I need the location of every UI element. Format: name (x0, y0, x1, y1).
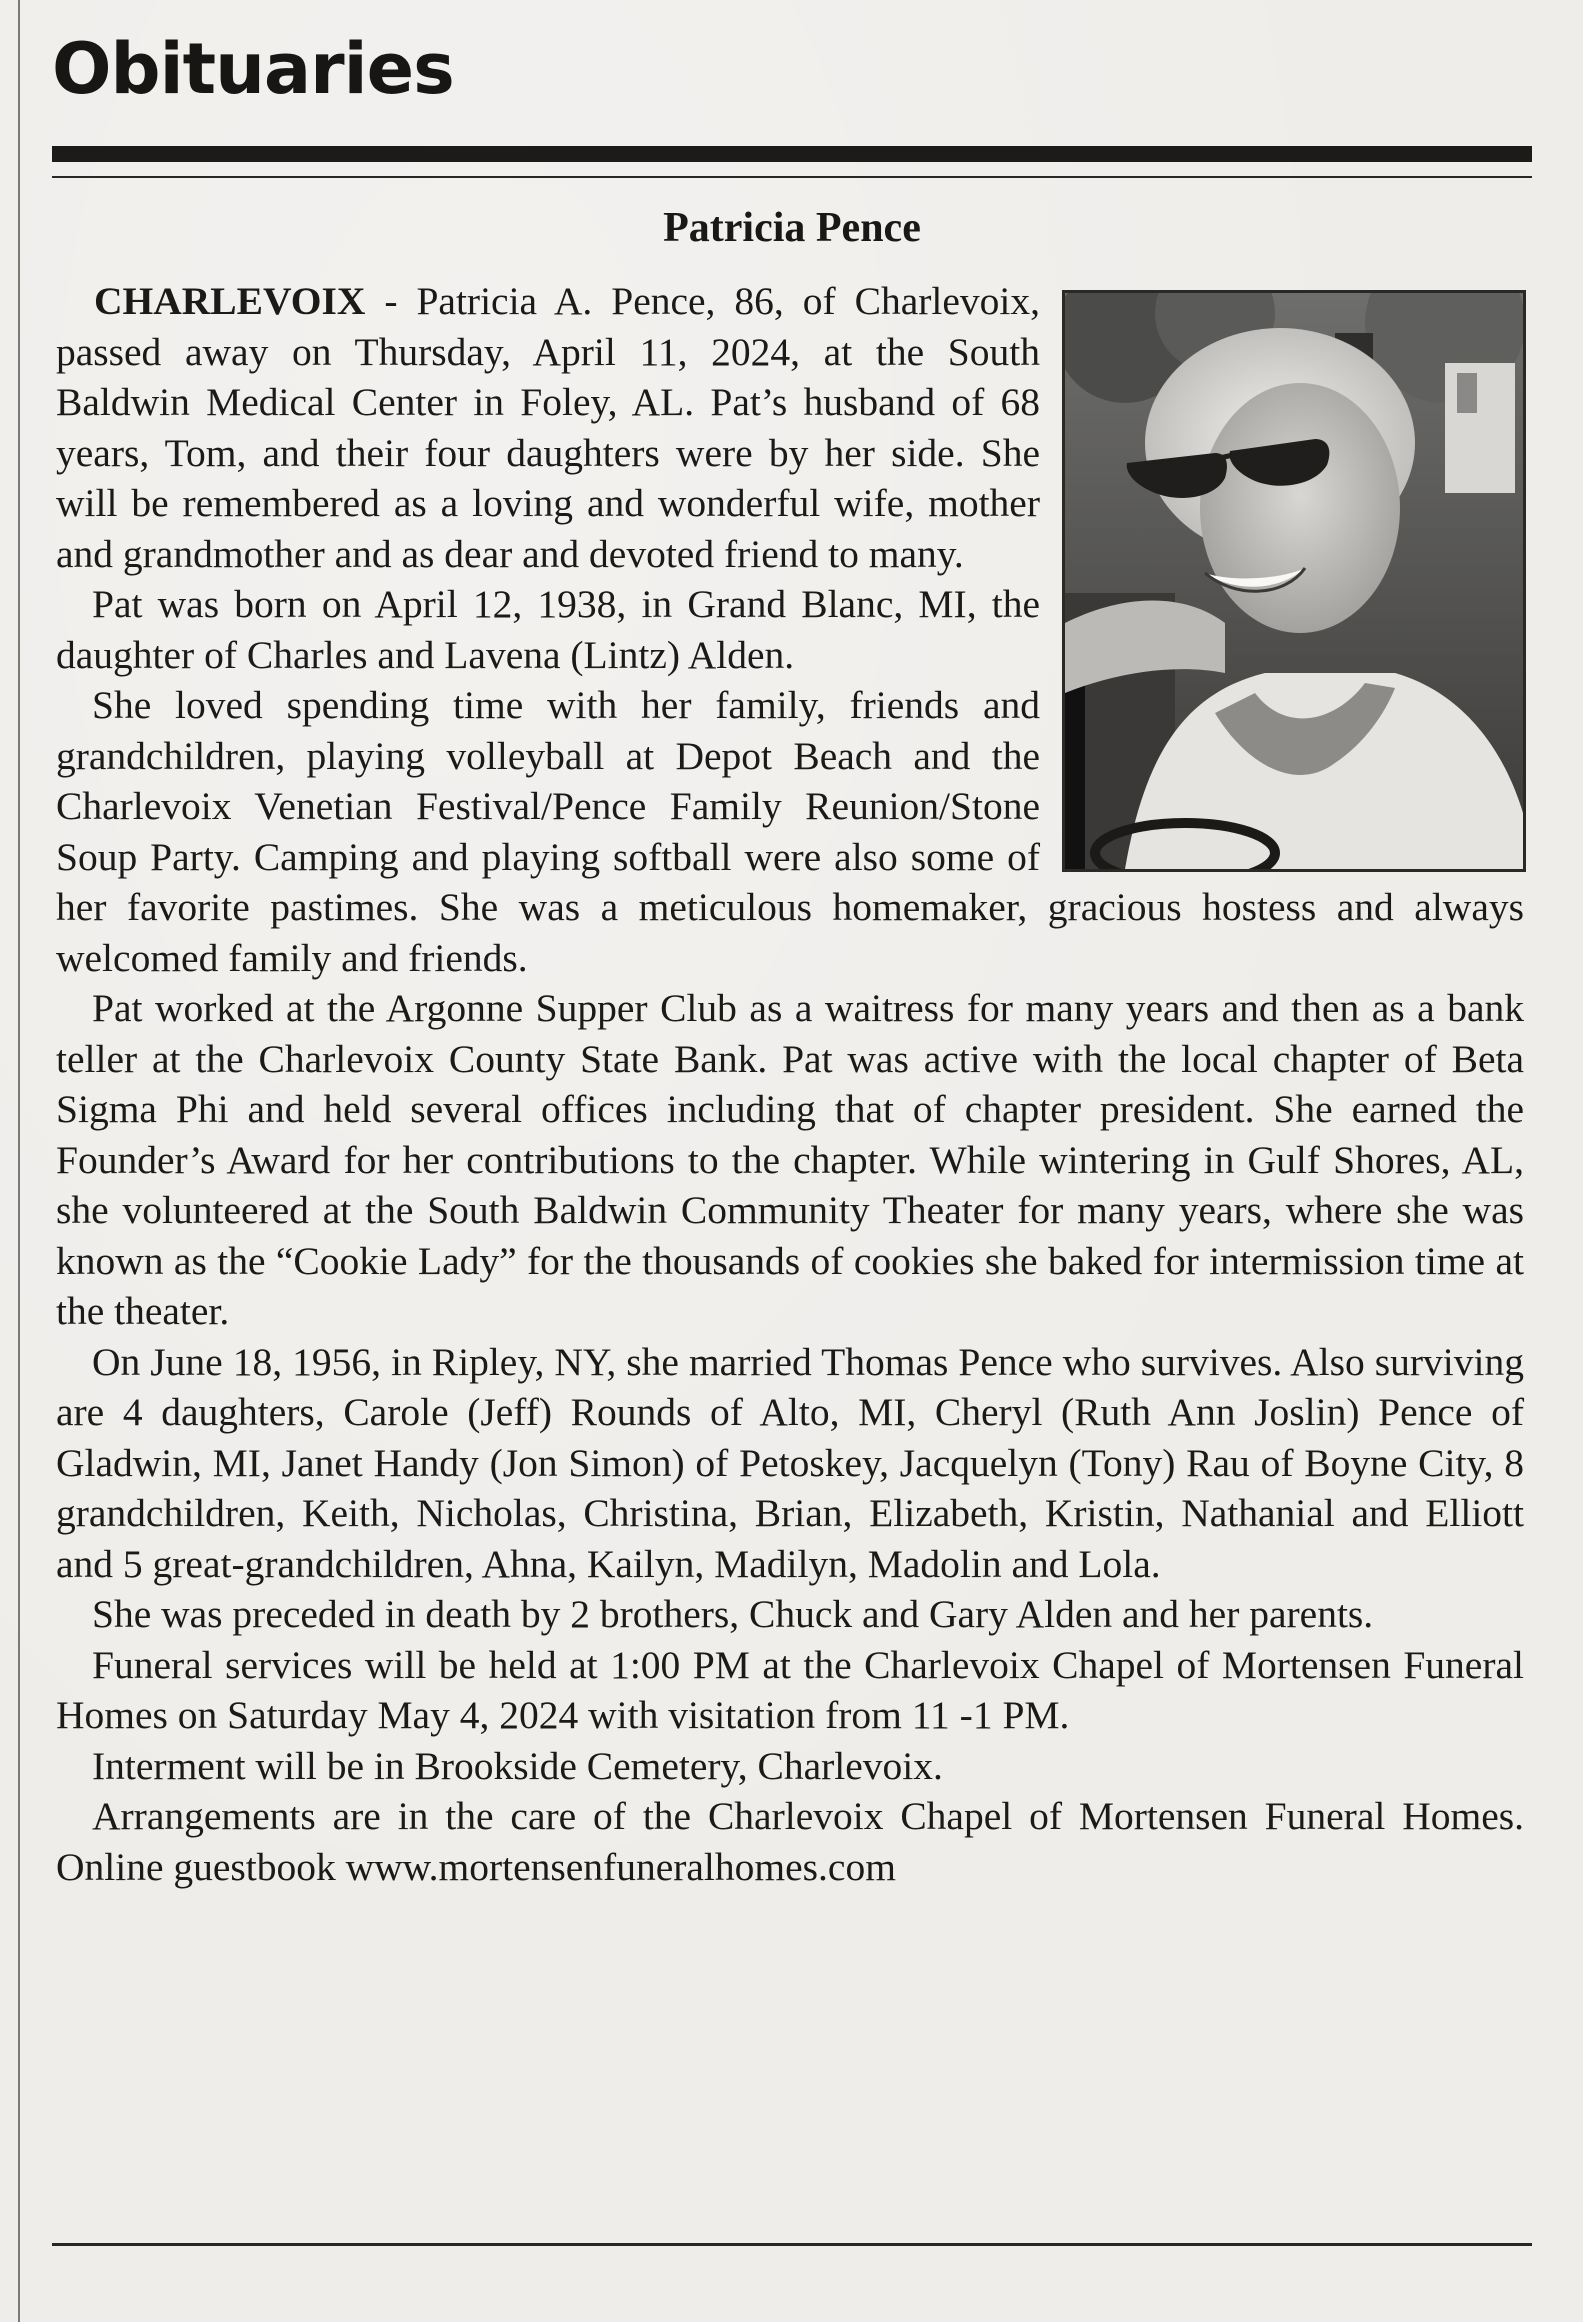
column-divider (18, 0, 20, 2322)
dateline: CHARLEVOIX (94, 279, 366, 323)
obituary-paragraph-6: She was preceded in death by 2 brothers, Chuck and Gary Alden and her parents. (92, 1592, 1374, 1636)
bottom-rule (52, 2243, 1532, 2246)
obituary-paragraph-7: Funeral services will be held at 1:00 PM at the Charlevoix Chapel of Mortensen Funeral Homes on Saturday May 4, 2024 with visitation from 11 -1 PM. (56, 1642, 1524, 1737)
obituary-body (56, 276, 1524, 1892)
paragraph-1-text: - Patricia A. Pence, 86, of Charlevoix, passed away on Thursday, April 11, 2024, at the South Baldwin Medical Center in Foley, AL. Pat’s husband of 68 years, Tom, and their four daughters were by her side. She will be remembered as a loving and wonderful wife, mother and grandmother and as dear and devoted friend to many. (56, 279, 1040, 576)
obituary-paragraph-9: Arrangements are in the care of the Charlevoix Chapel of Mortensen Funeral Homes. Online guestbook www.mortensenfuneralhomes.com (56, 1794, 1524, 1889)
photo-space (1040, 276, 1524, 876)
obituary-paragraph-2: Pat was born on April 12, 1938, in Grand Blanc, MI, the daughter of Charles and Lavena (Lintz) Alden. (56, 582, 1040, 677)
obituary-paragraph-8: Interment will be in Brookside Cemetery, Charlevoix. (92, 1743, 943, 1788)
obituary-paragraph-5: On June 18, 1956, in Ripley, NY, she married Thomas Pence who survives. Also surviving are 4 daughters, Carole (Jeff) Rounds of Alto, MI, Cheryl (Ruth Ann Joslin) Pence of Gladwin, MI, Janet Handy (Jon Simon) of Petoskey, Jacquelyn (Tony) Rau of Boyne City, 8 grandchildren, Keith, Nicholas, Christina, Brian, Elizabeth, Kristin, Nathanial and Elliott and 5 great-grandchildren, Ahna, Kailyn, Madilyn, Madolin and Lola. (56, 1339, 1524, 1586)
obituary-paragraph-3: She loved spending time with her family, friends and grandchildren, playing volleyball at Depot Beach and the Charlevoix Venetian Festival/Pence Family Reunion/Stone Soup Party. Camping and playing softball were also some of her favorite pastimes. She was a meticulous homemaker, gracious hostess and always welcomed family and friends. (56, 683, 1524, 980)
obituary-paragraph-4: Pat worked at the Argonne Supper Club as a waitress for many years and then as a bank teller at the Charlevoix County State Bank. Pat was active with the local chapter of Beta Sigma Phi and held several offices including that of chapter president. She earned the Founder’s Award for her contributions to the chapter. While wintering in Gulf Shores, AL, she volunteered at the South Baldwin Community Theater for many years, where she was known as the “Cookie Lady” for the thousands of cookies she baked for intermission time at the theater. (56, 986, 1524, 1333)
section-title: Obituaries (52, 28, 454, 110)
section-thick-rule (52, 146, 1532, 162)
section-thin-rule (52, 176, 1532, 178)
obituary-headline: Patricia Pence (663, 205, 921, 251)
